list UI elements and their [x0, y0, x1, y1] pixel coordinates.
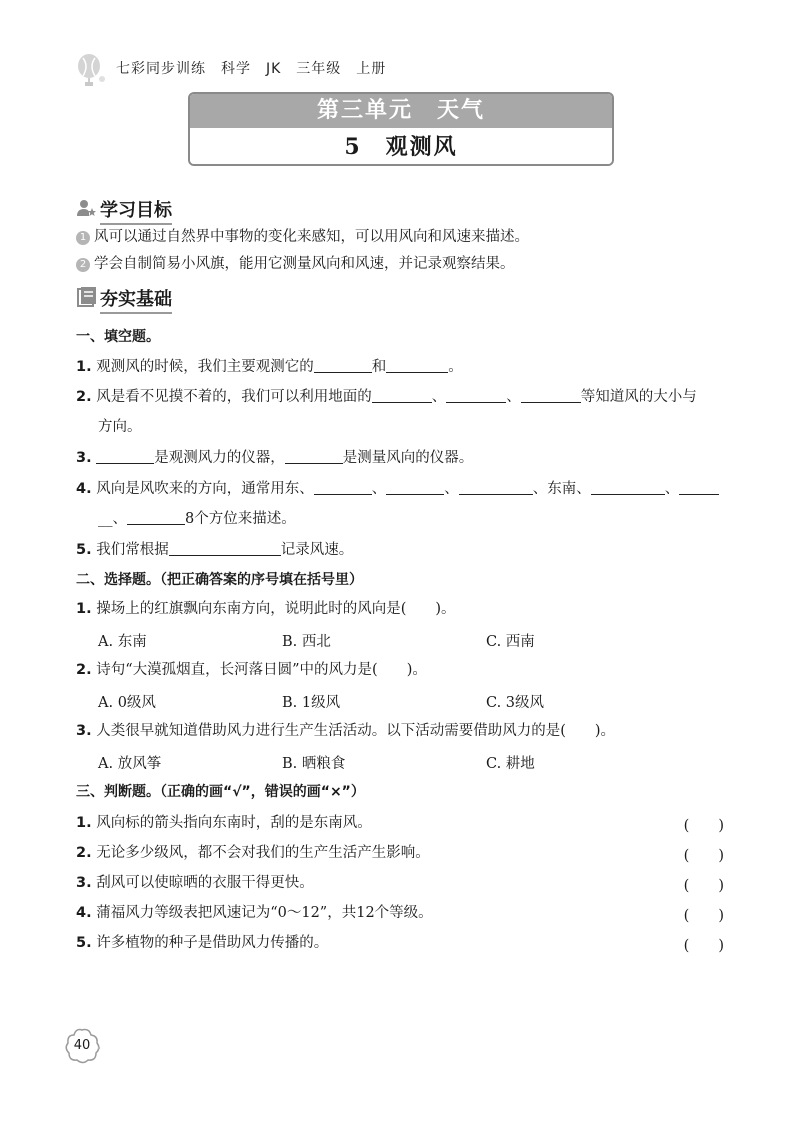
answer-parentheses[interactable]: ( )	[683, 818, 724, 834]
question-text: 许多植物的种子是借助风力传播的。	[96, 935, 329, 951]
answer-blank[interactable]	[591, 480, 665, 495]
notebook-icon	[76, 287, 96, 307]
page-number: 40	[73, 1038, 91, 1053]
question-number: 4.	[76, 905, 92, 921]
answer-blank[interactable]	[679, 480, 719, 495]
lesson-title: 5 观测风	[190, 128, 612, 166]
goal-item	[76, 228, 529, 246]
answer-blank[interactable]	[96, 449, 154, 464]
judge-section-head: 三、判断题。（正确的画“√”，错误的画“×”）	[76, 784, 365, 800]
question-text: 我们常根据	[96, 542, 169, 558]
question-text: 观测风的时候，我们主要观测它的	[96, 359, 314, 375]
page-number-badge	[62, 1026, 102, 1066]
question-text: 记录风速。	[280, 542, 354, 558]
question-number: 5.	[76, 542, 92, 558]
answer-blank[interactable]	[314, 480, 372, 495]
choice-option[interactable]: B. 西北	[282, 634, 331, 650]
goal-text: 学会自制简易小风旗，能用它测量风向和风速，并记录观察结果。	[94, 256, 515, 272]
fill-section-head: 一、填空题。	[76, 329, 160, 345]
answer-blank[interactable]	[285, 449, 343, 464]
question-text: 。	[448, 359, 463, 375]
question-text: 8个方位来描述。	[185, 511, 296, 527]
separator: 、	[444, 481, 459, 497]
question-number: 1.	[76, 601, 92, 617]
unit-title-box	[188, 92, 614, 166]
goal-number: 1	[76, 231, 90, 245]
choice-option[interactable]: B. 1级风	[282, 695, 341, 711]
learner-icon	[76, 198, 96, 218]
fill-question-4	[76, 480, 719, 498]
section-title-basics: 夯实基础	[100, 285, 172, 314]
question-text: 风是看不见摸不着的，我们可以利用地面的	[96, 389, 372, 405]
book-header: 七彩同步训练 科学 JK 三年级 上册	[116, 61, 387, 77]
choice-option[interactable]: C. 3级风	[486, 695, 545, 711]
question-text: __、	[98, 511, 127, 527]
separator: 、	[371, 481, 387, 497]
fill-question-2	[76, 388, 697, 406]
separator: 、	[431, 389, 447, 405]
balloon-logo-icon	[74, 53, 108, 87]
fill-question-5	[76, 541, 353, 559]
choice-question-2	[76, 661, 427, 679]
question-text: 人类很早就知道借助风力进行生产生活活动。以下活动需要借助风力的是( )。	[96, 723, 616, 739]
question-text: 刮风可以使晾晒的衣服干得更快。	[96, 875, 314, 891]
unit-title: 第三单元 天气	[190, 94, 612, 128]
question-text: 风向标的箭头指向东南时，刮的是东南风。	[96, 815, 372, 831]
separator: 、	[506, 389, 521, 405]
goal-number: 2	[76, 258, 90, 272]
separator: 、	[664, 481, 680, 497]
answer-blank[interactable]	[386, 358, 448, 373]
question-number: 2.	[76, 845, 92, 861]
question-text: 、东南、	[532, 481, 591, 497]
answer-blank[interactable]	[521, 388, 581, 403]
question-number: 4.	[76, 481, 92, 497]
judge-question-2	[76, 844, 430, 862]
question-text: 等知道风的大小与	[580, 389, 697, 405]
answer-parentheses[interactable]: ( )	[683, 938, 724, 954]
question-number: 3.	[76, 723, 92, 739]
choice-option[interactable]: B. 晒粮食	[282, 756, 346, 772]
choice-option[interactable]: C. 耕地	[486, 756, 535, 772]
question-number: 1.	[76, 815, 92, 831]
answer-blank[interactable]	[372, 388, 432, 403]
goal-text: 风可以通过自然界中事物的变化来感知，可以用风向和风速来描述。	[94, 229, 529, 245]
answer-blank[interactable]	[169, 541, 281, 556]
choice-question-1	[76, 600, 456, 618]
judge-question-3	[76, 874, 314, 892]
question-text: 和	[371, 359, 387, 375]
question-text: 风向是风吹来的方向，通常用东、	[96, 481, 314, 497]
question-text: 是观测风力的仪器，	[154, 450, 285, 466]
question-text: 无论多少级风，都不会对我们的生产生活产生影响。	[96, 845, 430, 861]
question-text: 操场上的红旗飘向东南方向，说明此时的风向是( )。	[96, 601, 456, 617]
section-title-goals: 学习目标	[100, 196, 172, 225]
question-number: 2.	[76, 389, 92, 405]
answer-blank[interactable]	[314, 358, 372, 373]
question-text: 蒲福风力等级表把风速记为“0～12”，共12个等级。	[96, 905, 433, 921]
choice-question-3	[76, 722, 615, 740]
answer-parentheses[interactable]: ( )	[683, 908, 724, 924]
question-number: 2.	[76, 662, 92, 678]
question-number: 1.	[76, 359, 92, 375]
choice-option[interactable]: A. 东南	[98, 634, 147, 650]
question-number: 3.	[76, 450, 92, 466]
choice-option[interactable]: A. 0级风	[98, 695, 156, 711]
fill-question-2-cont: 方向。	[98, 419, 142, 435]
choice-section-head: 二、选择题。（把正确答案的序号填在括号里）	[76, 572, 363, 588]
answer-blank[interactable]	[459, 480, 533, 495]
choice-option[interactable]: C. 西南	[486, 634, 535, 650]
judge-question-5	[76, 934, 328, 952]
question-text: 诗句“大漠孤烟直，长河落日圆”中的风力是( )。	[96, 662, 427, 678]
question-text: 是测量风向的仪器。	[342, 450, 474, 466]
judge-question-4	[76, 904, 433, 922]
fill-question-1	[76, 358, 463, 376]
question-number: 3.	[76, 875, 92, 891]
answer-parentheses[interactable]: ( )	[683, 878, 724, 894]
judge-question-1	[76, 814, 372, 832]
fill-question-4-cont	[98, 510, 296, 528]
answer-blank[interactable]	[386, 480, 444, 495]
fill-question-3	[76, 449, 473, 467]
answer-blank[interactable]	[446, 388, 506, 403]
answer-blank[interactable]	[127, 510, 185, 525]
goal-item	[76, 255, 515, 273]
question-number: 5.	[76, 935, 92, 951]
answer-parentheses[interactable]: ( )	[683, 848, 724, 864]
choice-option[interactable]: A. 放风筝	[98, 756, 162, 772]
